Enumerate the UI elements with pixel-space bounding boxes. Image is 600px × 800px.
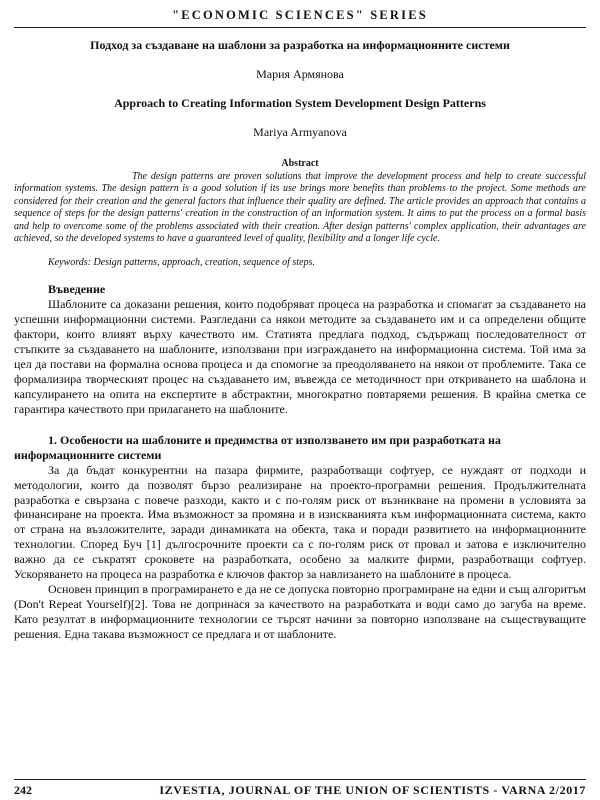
introduction-paragraph: Шаблоните са доказани решения, които подобряват процеса на разработка и спомагат за създаването на успешни информационни системи. Разгледани са някои методите за създаването им и са определени общите фактори, които влияят върху качеството им. Статията предлага подход, съдържащ последователност от стъпките за създаването на шаблоните, използвани при изграждането на информационна система. Той има за цел да постави на формална основа процеса и да спомогне за преодоляването на някои от проблемите. Така се формализира творческият процес на създаването им, въвежда се методичност при откриването на шаблона и капсулирането на опита на експертите в абстрактни, многократно повтаряеми решения. В крайна сметка се гарантира качеството при прилагането на шаблоните.: [14, 297, 586, 416]
page-number: 242: [14, 783, 32, 797]
title-bulgarian: Подход за създаване на шаблони за разработка на информационните системи: [90, 38, 510, 52]
keywords: Keywords: Design patterns, approach, creation, sequence of steps.: [48, 257, 315, 269]
abstract-heading: Abstract: [281, 158, 319, 169]
page-footer: [14, 779, 586, 798]
title-english: Approach to Creating Information System Development Design Patterns: [114, 96, 486, 110]
section-heading-introduction: Въведение: [48, 282, 106, 297]
abstract-text: The design patterns are proven solutions that improve the development process and help to create successful information systems. The design pattern is a good solution if its use brings more benefits than problems to the project. Some methods are considered for their creation and the general factors that influence their quality are defined. The article provides an approach that contains a sequence of steps for the design patterns' creation in the construction of an information system. It aims to put the process on a formal basis and help to overcome some of the problems associated with their creation. After design patterns' complex application, their advantages are achieved, so the developed systems to have a guaranteed level of quality, flexibility and a longer life cycle.: [14, 171, 586, 245]
section-1-paragraph-2: Основен принцип в програмирането е да не се допуска повторно програмиране на едни и същ алгоритъм (Don't Repeat Yourself)[2]. Това не допринася за качеството на разработката и води само до загуба на време. Като резултат в информационните технологии се търсят начини за повторно използване на съществуващите решения. Една такава възможност се предлага и от шаблоните.: [14, 581, 586, 641]
author-english: Mariya Armyanova: [253, 125, 347, 139]
section-heading-1: 1. Особености на шаблоните и предимства от използването им при разработката на информационните системи: [14, 432, 501, 462]
author-bulgarian: Мария Армянова: [256, 67, 344, 81]
section-1-paragraph-1: За да бъдат конкурентни на пазара фирмите, разработващи софтуер, се нуждаят от подходи и методологии, които да позволят бързо реализиране на проекто-програмни решения. Продължителната разработка е свързана с повече разходи, както и с по-голям риск от възникване на промени в условията за финансиране на проекта. Има възможност за промяна и в изискванията към информационната система, както от страна на възложителите, заради динамиката на обекта, така и поради развитието на информационните технологии. Според Буч [1] дългосрочните проекти са с по-голям риск от провал и затова е изключително важно да се съкратят сроковете на разработката, особено за малките фирми, разработващи софтуер. Ускоряването на процеса на разработка е ключов фактор за навлизането на шаблоните в процеса.: [14, 462, 586, 582]
journal-name: IZVESTIA, JOURNAL OF THE UNION OF SCIENTISTS - VARNA 2/2017: [159, 783, 586, 797]
running-header: "ECONOMIC SCIENCES" SERIES: [14, 8, 586, 28]
